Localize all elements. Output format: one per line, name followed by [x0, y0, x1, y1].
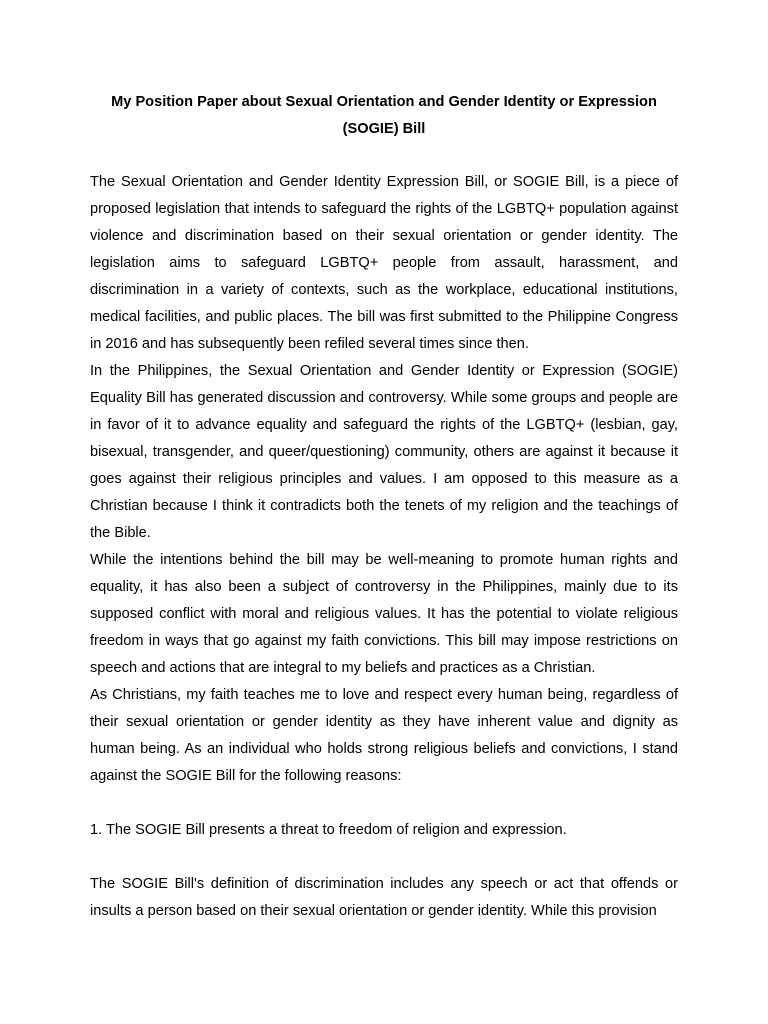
document-title-line-1: My Position Paper about Sexual Orientation and Gender Identity or Expression [111, 94, 657, 110]
reason-heading-1: 1. The SOGIE Bill presents a threat to freedom of religion and expression. [90, 822, 567, 838]
paragraph-christian-stance: As Christians, my faith teaches me to love and respect every human being, regardless of their sexual orientation or gender identity as they have inherent value and dignity as human being. As an individual who holds strong religious beliefs and convictions, I stand against the SOGIE Bill for the following reasons: [90, 687, 678, 784]
paragraph-controversy: In the Philippines, the Sexual Orientation and Gender Identity or Expression (SOGIE) Equality Bill has generated discussion and controversy. While some groups and people are in favor of it to advance equality and safeguard the rights of the LGBTQ+ (lesbian, gay, bisexual, transgender, and queer/questioning) community, others are against it because it goes against their religious principles and values. I am opposed to this measure as a Christian because I think it contradicts both the tenets of my religion and the teachings of the Bible. [90, 363, 678, 541]
paragraph-discrimination-definition: The SOGIE Bill's definition of discrimination includes any speech or act that offends or insults a person based on their sexual orientation or gender identity. While this provision [90, 876, 678, 919]
paragraph-intentions: While the intentions behind the bill may be well-meaning to promote human rights and equality, it has also been a subject of controversy in the Philippines, mainly due to its supposed conflict with moral and religious values. It has the potential to violate religious freedom in ways that go against my faith convictions. This bill may impose restrictions on speech and actions that are integral to my beliefs and practices as a Christian. [90, 552, 678, 676]
document-title-line-2: (SOGIE) Bill [342, 121, 426, 137]
document-body [90, 169, 678, 925]
paragraph-intro: The Sexual Orientation and Gender Identity Expression Bill, or SOGIE Bill, is a piece of proposed legislation that intends to safeguard the rights of the LGBTQ+ population against violence and discrimination based on their sexual orientation or gender identity. The legislation aims to safeguard LGBTQ+ people from assault, harassment, and discrimination in a variety of contexts, such as the workplace, educational institutions, medical facilities, and public places. The bill was first submitted to the Philippine Congress in 2016 and has subsequently been refiled several times since then. [90, 174, 678, 352]
